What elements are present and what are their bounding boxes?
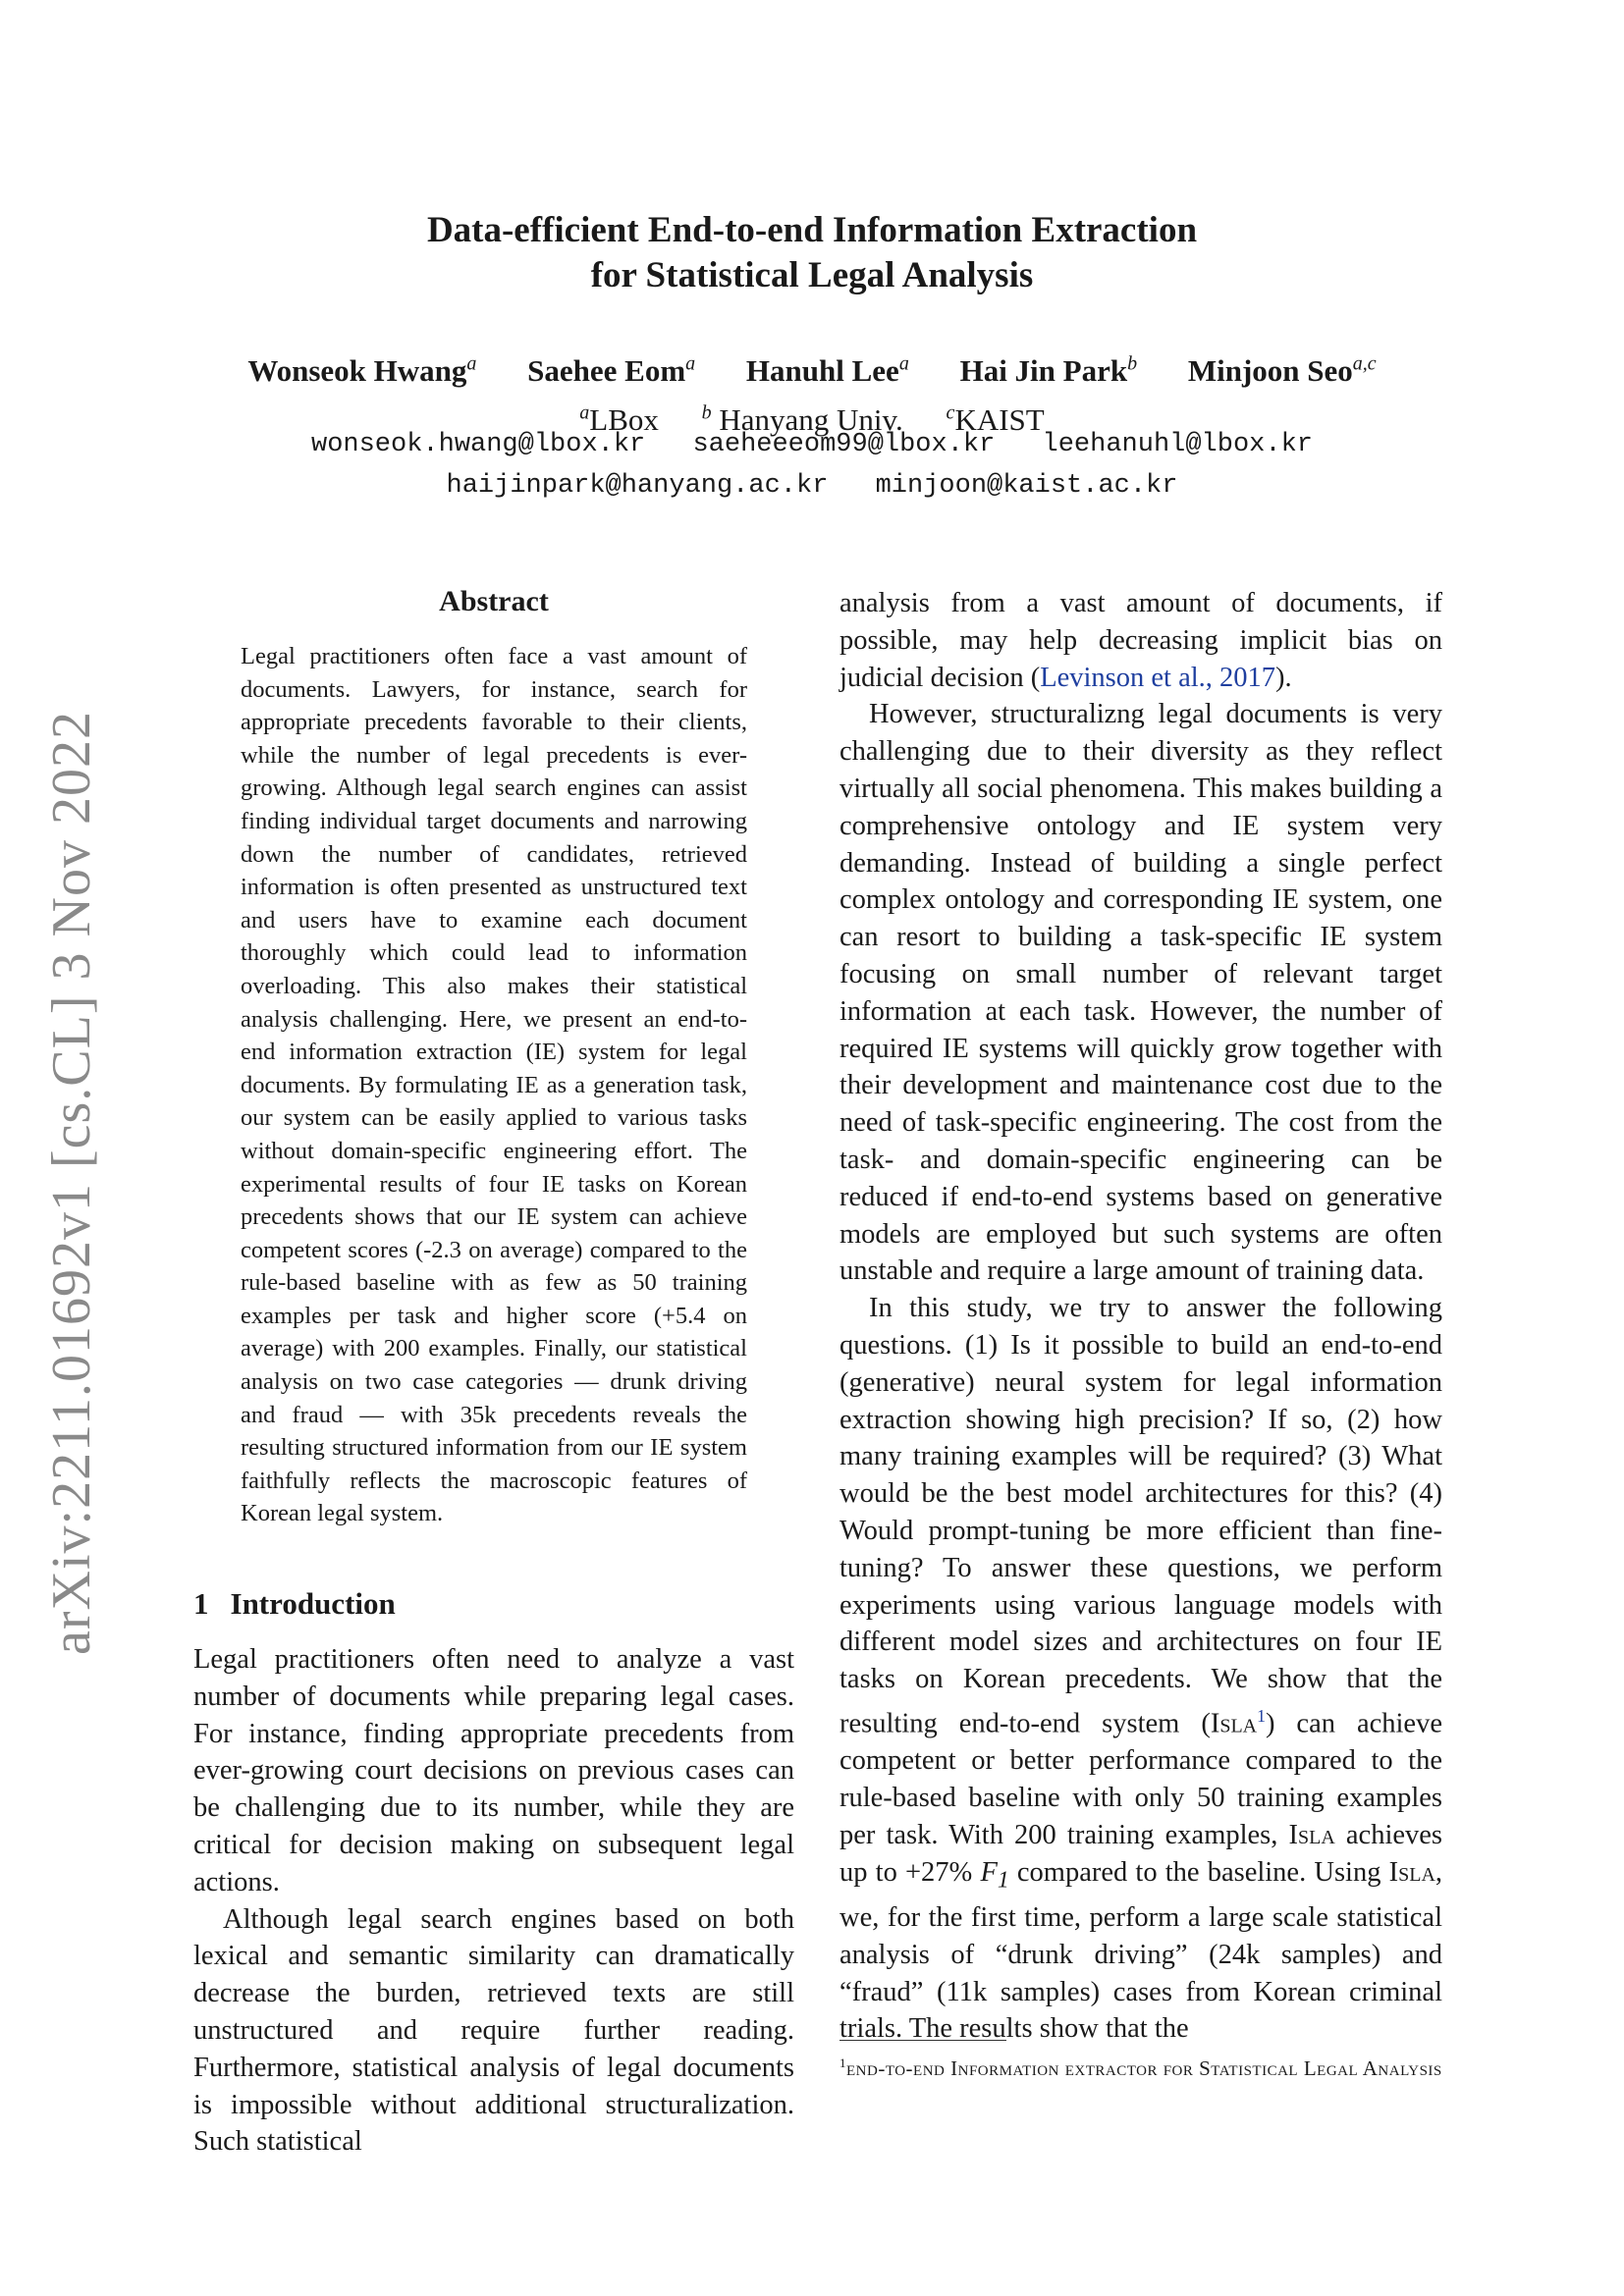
system-name: Isla xyxy=(1210,1708,1258,1739)
author-names xyxy=(0,344,1624,392)
paper-title xyxy=(0,208,1624,298)
footnote-number: 1 xyxy=(839,2056,847,2070)
right-paragraph-2: However, structuralizng legal documents is very challenging due to their diversity as they reflect virtually all social phenomena. This makes building a comprehensive ontology and IE system very demanding. Instead of building a single perfect complex ontology and corresponding IE system, one can resort to building a task-specific IE system focusing on small number of relevant target information at each task. However, the number of required IE systems will quickly grow together with their development and maintenance cost due to the need of task-specific engineering. The cost from the task- and domain-specific engineering can be reduced if end-to-end systems based on generative models are employed but such systems are often unstable and require a large amount of training data. xyxy=(839,699,1442,1287)
affiliation: $^a$LBox xyxy=(579,401,659,437)
author: Hai Jin Park$^b$ xyxy=(959,353,1138,389)
email: haijinpark@hanyang.ac.kr xyxy=(446,471,829,501)
footnote-rule xyxy=(839,2040,1006,2041)
footnote-marker-link[interactable]: 1 xyxy=(1257,1705,1266,1726)
email-row-2 xyxy=(0,465,1624,507)
author: Minjoon Seo$^{a,c}$ xyxy=(1187,353,1377,389)
author: Saehee Eom$^a$ xyxy=(527,353,696,389)
title-line-1: Data-efficient End-to-end Information Extraction xyxy=(426,210,1198,250)
right-paragraph-1: analysis from a vast amount of documents, if possible, may help decreasing implicit bias on judicial decision (Levinson et al., 2017). xyxy=(839,588,1442,693)
affiliation: $^b$ Hanyang Univ. xyxy=(701,401,903,437)
title-line-2: for Statistical Legal Analysis xyxy=(590,255,1034,295)
right-paragraph-3: In this study, we try to answer the following questions. (1) Is it possible to build an end-to-end (generative) neural system for legal information extraction showing high precision? If so, (2) how many training examples will be required? (3) What would be the best model architectures for this? (4) Would prompt-tuning be more efficient than fine-tuning? To answer these questions, we perform experiments using various language models with different model sizes and architectures on four IE tasks on Korean precedents. We show that the resulting end-to-end system (Isla$^1$) can achieve competent or better performance compared to the rule-based baseline with only 50 training examples per task. With 200 training examples, Isla achieves up to +27% $F_1$ compared to the baseline. Using Isla, we, for the first time, perform a large scale statistical analysis of “drunk driving” (24k samples) and “fraud” (11k samples) cases from Korean criminal trials. The results show that the xyxy=(839,1293,1443,2045)
author: Hanuhl Lee$^a$ xyxy=(745,353,909,389)
section-number: 1 xyxy=(193,1586,209,1621)
introduction-left-column xyxy=(193,1641,794,2161)
section-title: Introduction xyxy=(230,1586,396,1621)
email: wonseok.hwang@lbox.kr xyxy=(311,430,646,459)
section-heading-introduction xyxy=(193,1586,396,1622)
footnote xyxy=(839,2050,1442,2082)
author: Wonseok Hwang$^a$ xyxy=(247,353,477,389)
email-row-1 xyxy=(0,424,1624,465)
intro-paragraph-1: Legal practitioners often need to analyze a vast number of documents while preparing legal cases. For instance, finding appropriate precedents from ever-growing court decisions on previous cases can be challenging due to its number, while they are critical for decision making on subsequent legal actions. xyxy=(193,1644,794,1897)
footnote-text: end-to-end Information extractor for Statistical Legal Analysis xyxy=(846,2056,1442,2080)
system-name: Isla xyxy=(1388,1856,1435,1888)
email: minjoon@kaist.ac.kr xyxy=(875,471,1178,501)
citation-link[interactable]: Levinson et al., 2017 xyxy=(1040,662,1276,693)
email: saeheeeom99@lbox.kr xyxy=(692,430,996,459)
intro-paragraph-2: Although legal search engines based on both lexical and semantic similarity can dramatically decrease the burden, retrieved texts are still unstructured and require further reading. Furthermore, statistical analysis of legal documents is impossible without additional structuralization. Such statistical xyxy=(193,1903,794,2158)
abstract-heading: Abstract xyxy=(439,585,549,617)
arxiv-id-text: arXiv:2211.01692v1 [cs.CL] 3 Nov 2022 xyxy=(41,711,102,1655)
right-column xyxy=(839,585,1442,2048)
metric-f1: $F_1$ xyxy=(980,1856,1009,1894)
system-name: Isla xyxy=(1288,1819,1335,1850)
abstract-text: Legal practitioners often face a vast amount of documents. Lawyers, for instance, search for appropriate precedents favorable to their clients, while the number of legal precedents is ever-growing. Although legal search engines can assist finding individual target documents and narrowing down the number of candidates, retrieved information is often presented as unstructured text and users have to examine each document thoroughly which could lead to information overloading. This also makes their statistical analysis challenging. Here, we present an end-to-end information extraction (IE) system for legal documents. By formulating IE as a generation task, our system can be easily applied to various tasks without domain-specific engineering effort. The experimental results of four IE tasks on Korean precedents shows that our IE system can achieve competent scores (-2.3 on average) compared to the rule-based baseline with as few as 50 training examples per task and higher score (+5.4 on average) with 200 examples. Finally, our statistical analysis on two case categories — drunk driving and fraud — with 35k precedents reveals the resulting structured information from our IE system faithfully reflects the macroscopic features of Korean legal system. xyxy=(241,643,747,1527)
email: leehanuhl@lbox.kr xyxy=(1042,430,1313,459)
affiliation: $^c$KAIST xyxy=(946,401,1045,437)
email-block xyxy=(0,424,1624,507)
arxiv-identifier xyxy=(27,712,116,1654)
